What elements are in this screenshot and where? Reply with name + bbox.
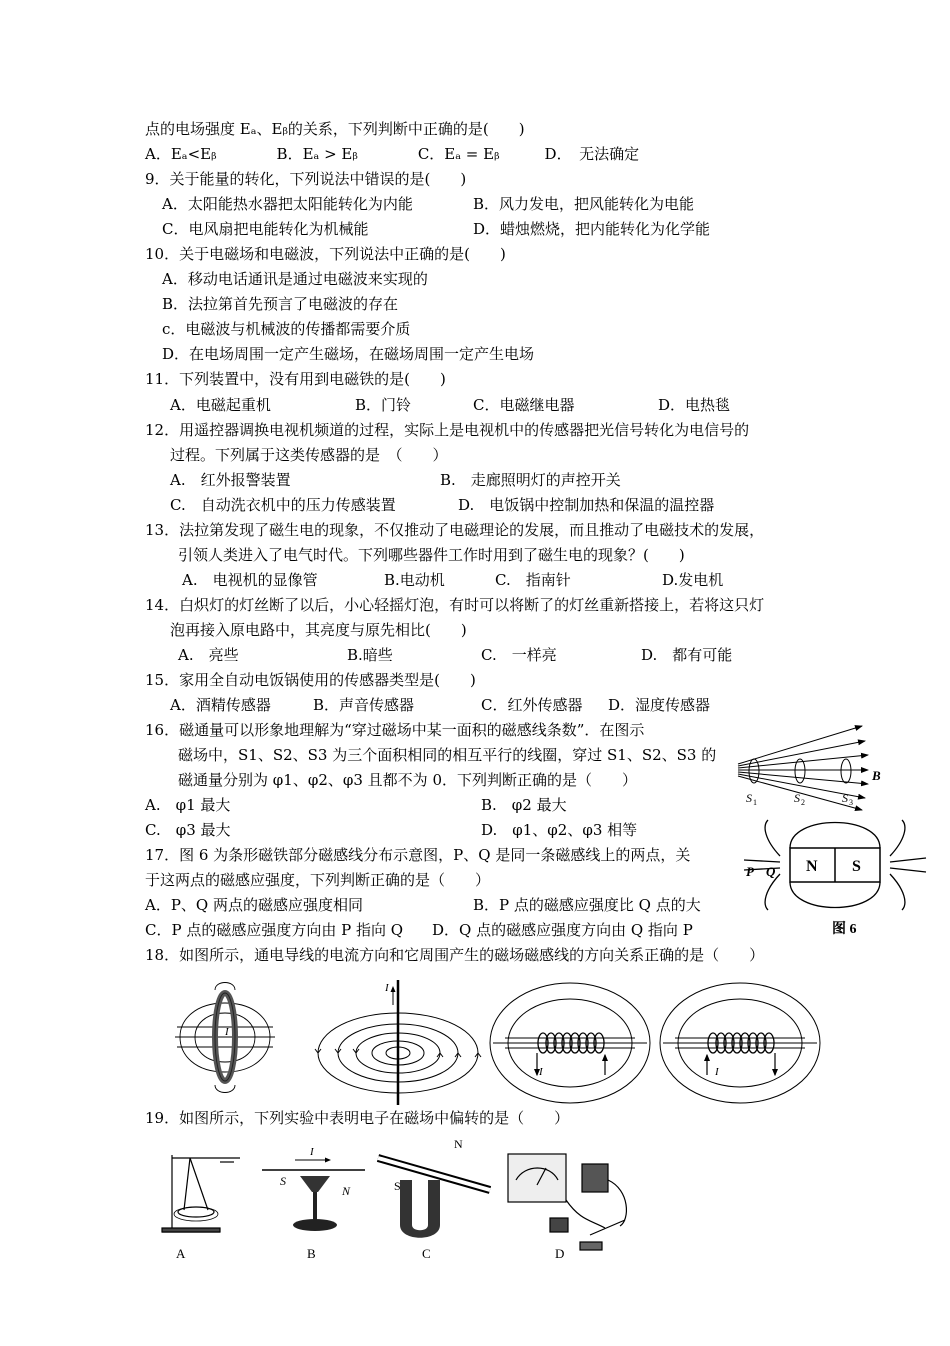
q15-option-c: C．红外传感器 xyxy=(481,696,583,714)
q18-fig2-current-label: I xyxy=(385,982,389,994)
point-q-label: Q xyxy=(766,864,776,879)
q19-experiment-d xyxy=(508,1154,626,1250)
q19-label-d: D xyxy=(555,1246,565,1261)
q19-experiment-b xyxy=(262,1146,365,1231)
q15-option-b: B．声音传感器 xyxy=(313,696,415,714)
q15-option-a: A．酒精传感器 xyxy=(170,696,271,714)
q9-option-d: D．蜡烛燃烧，把内能转化为化学能 xyxy=(473,220,711,238)
q19-experiment-c xyxy=(378,1140,490,1238)
q11-option-d: D．电热毯 xyxy=(658,396,731,414)
q14-option-a: A. 亮些 xyxy=(178,646,239,664)
q11-option-c: C．电磁继电器 xyxy=(473,396,575,414)
q11-option-a: A．电磁起重机 xyxy=(170,396,271,414)
magnet-s-label: S xyxy=(852,858,861,875)
label-s1: S xyxy=(746,791,752,805)
line-q17-stem-2: 于这两点的磁感应强度，下列判断正确的是（ ） xyxy=(145,871,491,889)
q19-figures xyxy=(150,1140,650,1265)
q13-option-b: B.电动机 xyxy=(384,571,445,589)
q18-fig1-current-label: I xyxy=(225,1026,229,1038)
line-q9-stem: 9．关于能量的转化，下列说法中错误的是( ) xyxy=(145,170,467,188)
q10-option-a: A．移动电话通讯是通过电磁波来实现的 xyxy=(162,270,428,288)
q9-option-a: A．太阳能热水器把太阳能转化为内能 xyxy=(162,195,413,213)
line-q10-stem: 10．关于电磁场和电磁波，下列说法中正确的是( ) xyxy=(145,245,506,263)
q17-option-c: C．P 点的磁感应强度方向由 P 指向 Q xyxy=(145,921,404,939)
q19-experiment-a xyxy=(162,1155,240,1232)
line-q13-stem-2: 引领人类进入了电气时代。下列哪些器件工作时用到了磁生电的现象？( ) xyxy=(178,546,685,564)
q16-option-c: C. φ3 最大 xyxy=(145,821,231,839)
line-q8-stem: 点的电场强度 Eₐ、Eᵦ的关系，下列判断中正确的是( ) xyxy=(145,120,525,138)
label-s2-sub: 2 xyxy=(801,798,805,807)
magnet-n-label: N xyxy=(806,858,818,875)
line-q15-stem: 15．家用全自动电饭锅使用的传感器类型是( ) xyxy=(145,671,476,689)
line-q14-stem: 14．白炽灯的灯丝断了以后，小心轻摇灯泡，有时可以将断了的灯丝重新搭接上，若将这只灯 xyxy=(145,596,765,614)
q18-fig4-current-label: I xyxy=(715,1066,719,1078)
figure-6-caption: 图 6 xyxy=(832,922,857,937)
flux-figure xyxy=(730,722,890,814)
q19-b-current-label: I xyxy=(310,1146,314,1158)
q14-option-c: C. 一样亮 xyxy=(481,646,557,664)
bar-magnet-figure xyxy=(740,818,930,913)
q18-fig3-current-label: I xyxy=(539,1066,543,1078)
q19-label-b: B xyxy=(307,1246,316,1261)
q12-option-d: D. 电饭锅中控制加热和保温的温控器 xyxy=(458,496,715,514)
q10-option-b: B．法拉第首先预言了电磁波的存在 xyxy=(162,295,399,313)
line-q16-stem-3: 磁通量分别为 φ1、φ2、φ3 且都不为 0．下列判断正确的是（ ） xyxy=(178,771,637,789)
q17-option-a: A．P、Q 两点的磁感应强度相同 xyxy=(145,896,363,914)
line-q12-stem-2: 过程。下列属于这类传感器的是 （ ） xyxy=(170,446,448,464)
q14-option-b: B.暗些 xyxy=(347,646,393,664)
q18-solenoid-2 xyxy=(660,983,820,1103)
q13-option-d: D.发电机 xyxy=(662,571,724,589)
q13-option-a: A. 电视机的显像管 xyxy=(182,571,318,589)
q14-option-d: D. 都有可能 xyxy=(641,646,733,664)
q19-b-s-label: S xyxy=(280,1174,286,1188)
q13-option-c: C. 指南针 xyxy=(495,571,571,589)
label-s1-sub: 1 xyxy=(753,798,757,807)
coil-s2 xyxy=(795,759,805,783)
q12-option-c: C. 自动洗衣机中的压力传感装置 xyxy=(170,496,396,514)
q17-option-d: D．Q 点的磁感应强度方向由 Q 指向 P xyxy=(432,921,693,939)
line-q18-stem: 18．如图所示，通电导线的电流方向和它周围产生的磁场磁感线的方向关系正确的是（ ） xyxy=(145,946,765,964)
q9-option-c: C．电风扇把电能转化为机械能 xyxy=(162,220,369,238)
q19-label-c: C xyxy=(422,1246,431,1261)
q16-option-b: B. φ2 最大 xyxy=(481,796,567,814)
line-q16-stem-2: 磁场中，S1、S2、S3 为三个面积相同的相互平行的线圈，穿过 S1、S2、S3 的 xyxy=(178,746,717,764)
q18-figures xyxy=(175,975,950,1110)
line-q13-stem: 13．法拉第发现了磁生电的现象，不仅推动了电磁理论的发展，而且推动了电磁技术的发展， xyxy=(145,521,765,539)
label-s2: S xyxy=(794,791,800,805)
line-q8-options: A．Eₐ<Eᵦ B．Eₐ > Eᵦ C．Eₐ = Eᵦ D． 无法确定 xyxy=(145,145,640,163)
label-s3: S xyxy=(842,791,848,805)
line-q17-stem: 17．图 6 为条形磁铁部分磁感线分布示意图，P、Q 是同一条磁感线上的两点，关 xyxy=(145,846,691,864)
q11-option-b: B．门铃 xyxy=(355,396,412,414)
coil-s3 xyxy=(841,759,851,783)
q18-solenoid-1 xyxy=(490,983,650,1103)
q17-option-b: B．P 点的磁感应强度比 Q 点的大 xyxy=(473,896,701,914)
q12-option-a: A. 红外报警装置 xyxy=(170,471,291,489)
q18-straight-wire xyxy=(315,980,481,1105)
line-q16-stem: 16．磁通量可以形象地理解为“穿过磁场中某一面积的磁感线条数”．在图示 xyxy=(145,721,645,739)
q16-option-d: D. φ1、φ2、φ3 相等 xyxy=(481,821,638,839)
label-s3-sub: 3 xyxy=(849,798,853,807)
line-q12-stem: 12．用遥控器调换电视机频道的过程，实际上是电视机中的传感器把光信号转化为电信号的 xyxy=(145,421,750,439)
q18-ring-current xyxy=(175,983,275,1093)
line-q19-stem: 19．如图所示，下列实验中表明电子在磁场中偏转的是（ ） xyxy=(145,1109,570,1127)
q19-c-s-label: S xyxy=(394,1179,401,1193)
q19-b-n-label: N xyxy=(342,1184,351,1198)
line-q11-stem: 11．下列装置中，没有用到电磁铁的是( ) xyxy=(145,370,446,388)
line-q14-stem-2: 泡再接入原电路中，其亮度与原先相比( ) xyxy=(170,621,467,639)
q12-option-b: B. 走廊照明灯的声控开关 xyxy=(440,471,621,489)
q15-option-d: D．湿度传感器 xyxy=(608,696,711,714)
q19-label-a: A xyxy=(176,1246,186,1261)
q10-option-d: D．在电场周围一定产生磁场，在磁场周围一定产生电场 xyxy=(162,345,535,363)
label-b: B xyxy=(872,768,881,783)
q10-option-c: c．电磁波与机械波的传播都需要介质 xyxy=(162,320,411,338)
q16-option-a: A. φ1 最大 xyxy=(145,796,231,814)
q19-c-n-label: N xyxy=(454,1140,463,1151)
point-p-label: P xyxy=(746,864,754,879)
q9-option-b: B．风力发电，把风能转化为电能 xyxy=(473,195,695,213)
